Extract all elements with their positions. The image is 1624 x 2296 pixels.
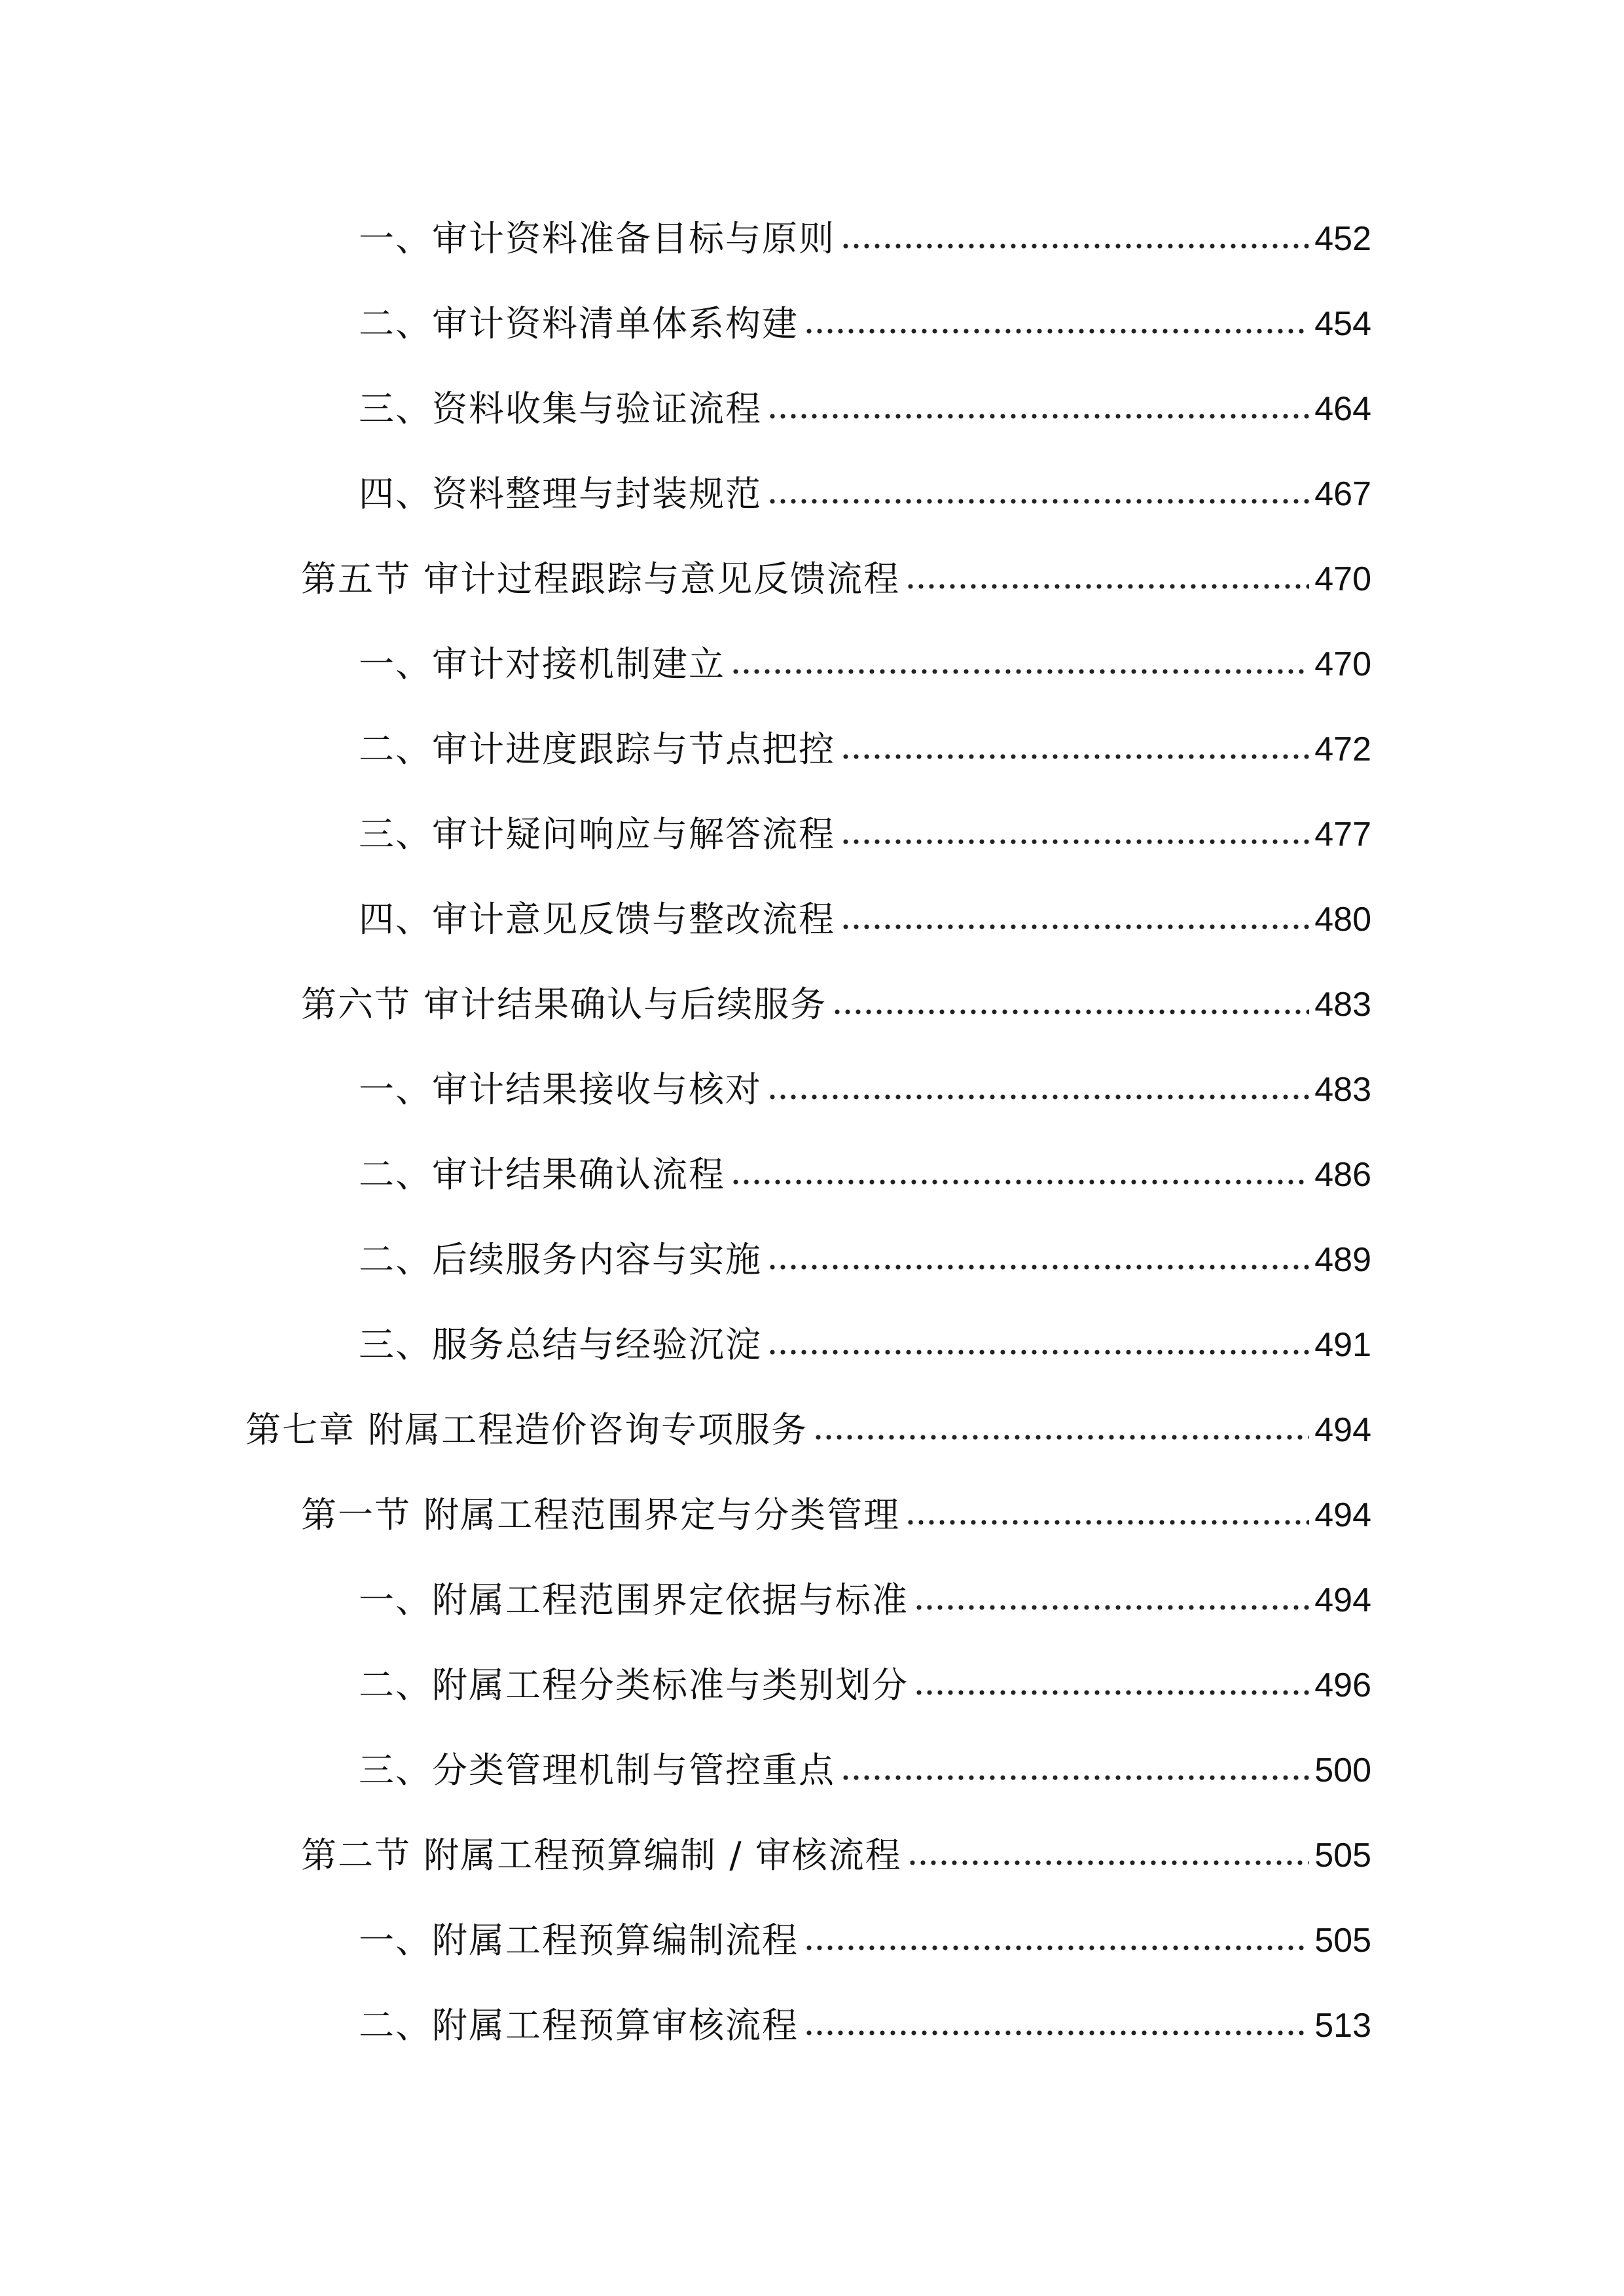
- dot-leader: [840, 1772, 1309, 1784]
- toc-entry[interactable]: [359, 1744, 1371, 1797]
- toc-entry-label: 第二节 附属工程预算编制 / 审核流程: [301, 1835, 902, 1876]
- toc-entry[interactable]: [301, 553, 1371, 605]
- toc-entry-label: 二、后续服务内容与实施: [359, 1239, 762, 1280]
- toc-entry-page-number: 454: [1314, 305, 1371, 343]
- dot-leader: [767, 1261, 1309, 1273]
- toc-entry-label: 二、审计结果确认流程: [359, 1154, 725, 1195]
- toc-entry-label: 一、审计对接机制建立: [359, 643, 725, 685]
- toc-entry[interactable]: [359, 2000, 1371, 2052]
- toc-entry[interactable]: [359, 213, 1371, 265]
- toc-entry-page-number: 505: [1314, 1922, 1371, 1960]
- toc-entry-page-number: 489: [1314, 1241, 1371, 1279]
- toc-entry-label: 二、审计进度跟踪与节点把控: [359, 728, 835, 770]
- toc-entry[interactable]: [359, 723, 1371, 776]
- toc-entry-label: 三、资料收集与验证流程: [359, 388, 762, 429]
- toc-entry-label: 二、附属工程预算审核流程: [359, 2005, 799, 2046]
- toc-entry-label: 四、资料整理与封装规范: [359, 473, 762, 514]
- dot-leader: [767, 1346, 1309, 1358]
- toc-entry-label: 一、审计结果接收与核对: [359, 1069, 762, 1110]
- toc-entry-label: 一、审计资料准备目标与原则: [359, 218, 835, 259]
- dot-leader: [840, 836, 1309, 848]
- toc-entry-page-number: 483: [1314, 1071, 1371, 1109]
- dot-leader: [767, 495, 1309, 507]
- toc-entry[interactable]: [359, 1659, 1371, 1712]
- toc-entry-page-number: 494: [1314, 1411, 1371, 1449]
- dot-leader: [804, 1942, 1309, 1954]
- toc-entry[interactable]: [359, 1574, 1371, 1626]
- toc-entry-label: 三、服务总结与经验沉淀: [359, 1324, 762, 1365]
- dot-leader: [914, 1602, 1309, 1613]
- toc-entry[interactable]: [359, 383, 1371, 435]
- toc-entry[interactable]: [359, 893, 1371, 946]
- toc-entry[interactable]: [301, 1829, 1371, 1882]
- toc-entry-page-number: 470: [1314, 645, 1371, 683]
- dot-leader: [914, 1687, 1309, 1698]
- toc-entry[interactable]: [359, 1234, 1371, 1286]
- toc-entry-label: 二、附属工程分类标准与类别划分: [359, 1664, 909, 1706]
- dot-leader: [804, 2027, 1309, 2039]
- toc-entry-page-number: 477: [1314, 816, 1371, 853]
- toc-entry-page-number: 483: [1314, 986, 1371, 1024]
- toc-entry[interactable]: [359, 468, 1371, 520]
- dot-leader: [832, 1006, 1309, 1018]
- toc-entry[interactable]: [301, 978, 1371, 1031]
- toc-entry-page-number: 500: [1314, 1751, 1371, 1789]
- toc-entry-page-number: 486: [1314, 1156, 1371, 1194]
- toc-entry[interactable]: [359, 1149, 1371, 1201]
- toc-entry-page-number: 496: [1314, 1666, 1371, 1704]
- dot-leader: [731, 666, 1309, 677]
- toc-entry-page-number: 470: [1314, 560, 1371, 598]
- toc-entry[interactable]: [359, 638, 1371, 691]
- toc-entry[interactable]: [359, 1319, 1371, 1371]
- toc-entry-page-number: 464: [1314, 390, 1371, 428]
- toc-entry-label: 第一节 附属工程范围界定与分类管理: [301, 1494, 901, 1535]
- toc-entry[interactable]: [245, 1404, 1371, 1456]
- toc-entry[interactable]: [359, 298, 1371, 350]
- dot-leader: [813, 1431, 1309, 1443]
- toc-entry-page-number: 480: [1314, 901, 1371, 939]
- toc-entry-page-number: 513: [1314, 2007, 1371, 2045]
- toc-entry-page-number: 491: [1314, 1326, 1371, 1364]
- toc-entry-label: 二、审计资料清单体系构建: [359, 303, 799, 344]
- toc-entry-page-number: 452: [1314, 220, 1371, 258]
- toc-entry-label: 一、附属工程预算编制流程: [359, 1920, 799, 1961]
- dot-leader: [767, 410, 1309, 422]
- dot-leader: [905, 581, 1309, 592]
- dot-leader: [905, 1516, 1309, 1528]
- toc-entry[interactable]: [359, 1064, 1371, 1116]
- toc-entry-label: 第七章 附属工程造价咨询专项服务: [245, 1409, 808, 1450]
- dot-leader: [840, 751, 1309, 762]
- toc-entry[interactable]: [359, 1914, 1371, 1967]
- toc-entry-page-number: 505: [1314, 1837, 1371, 1874]
- toc-entry-page-number: 472: [1314, 730, 1371, 768]
- dot-leader: [907, 1857, 1310, 1869]
- toc-entry-label: 一、附属工程范围界定依据与标准: [359, 1579, 909, 1621]
- toc-entry[interactable]: [359, 808, 1371, 861]
- dot-leader: [767, 1091, 1309, 1103]
- toc-entry-page-number: 494: [1314, 1581, 1371, 1619]
- toc-entry[interactable]: [301, 1489, 1371, 1541]
- dot-leader: [840, 240, 1309, 252]
- toc-entry-label: 四、审计意见反馈与整改流程: [359, 899, 835, 940]
- toc-entry-page-number: 467: [1314, 475, 1371, 513]
- toc-entry-label: 三、分类管理机制与管控重点: [359, 1749, 835, 1791]
- dot-leader: [840, 921, 1309, 933]
- toc-entry-label: 三、审计疑问响应与解答流程: [359, 814, 835, 855]
- dot-leader: [804, 325, 1309, 337]
- toc-entry-page-number: 494: [1314, 1496, 1371, 1534]
- toc-entry-label: 第五节 审计过程跟踪与意见反馈流程: [301, 558, 901, 600]
- dot-leader: [731, 1176, 1309, 1188]
- toc-entry-label: 第六节 审计结果确认与后续服务: [301, 984, 827, 1025]
